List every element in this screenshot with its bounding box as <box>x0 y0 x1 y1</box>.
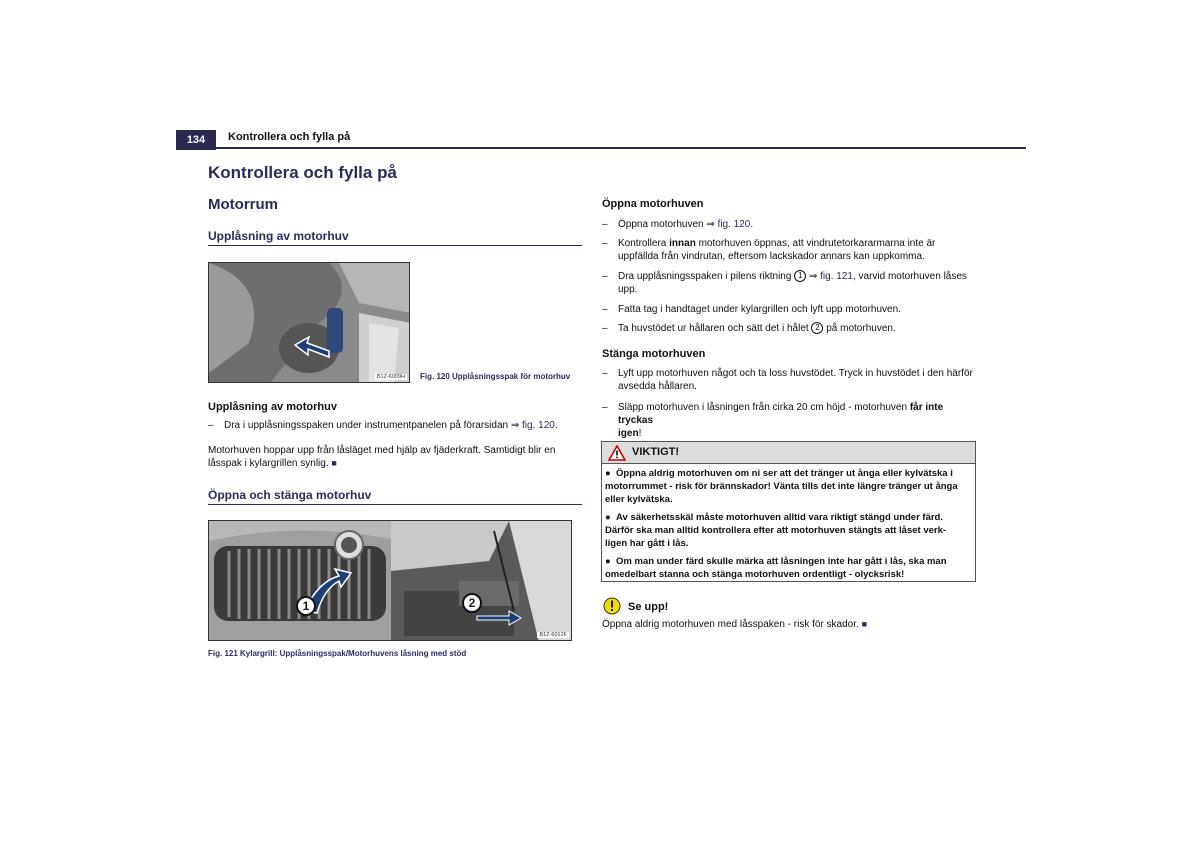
close-step-2 <box>602 401 976 440</box>
open-step-4: – Fatta tag i handtaget under kylargrillen och lyft upp motorhuven. <box>602 303 976 316</box>
figure-120-image <box>208 262 410 383</box>
open-step-3-pre: Dra upplåsningsspaken i pilens riktning <box>618 271 795 282</box>
open-step-3 <box>602 270 976 296</box>
warning-title: VIKTIGT! <box>632 446 680 458</box>
open-step-2-bold: innan <box>669 238 696 249</box>
warning-bullet-1: ● Öppna aldrig motorhuven om ni ser att det tränger ut ånga eller kylvätska i motorrummet - risk för brännskador! Vänta tills det inte längre tränger ut ånga eller kylvätska. <box>605 467 971 506</box>
left-paragraph <box>208 444 582 470</box>
running-header <box>176 128 1026 149</box>
left-paragraph-line-1: Motorhuven hoppar upp från låsläget med hjälp av fjäderkraft. Samtidigt blir en <box>208 445 556 456</box>
figure-120-code: B1Z-6009H <box>376 374 405 380</box>
warning-header <box>602 442 975 464</box>
caution-icon <box>603 597 621 615</box>
open-step-3-arrow: ⇒ <box>806 271 821 282</box>
warning-bullet-3: ● Om man under färd skulle märka att låsningen inte har gått i lås, ska man omedelbart stanna och stänga motorhuven ordentligt - olycksrisk! <box>605 555 971 581</box>
left-step-1-text: Dra i upplåsningsspaken under instrumentpanelen på förarsidan ⇒ <box>224 420 523 431</box>
end-of-section-mark: ■ <box>331 458 337 468</box>
close-step-2-bold-2: igen <box>618 428 639 439</box>
warning-bullet-1-line-1: Öppna aldrig motorhuven om ni ser att det tränger ut ånga eller kylvätska i <box>616 468 953 479</box>
chapter-title: Kontrollera och fylla på <box>208 163 397 182</box>
close-step-2-bold: får inte tryckas <box>618 402 944 426</box>
figure-120-caption: Fig. 120 Upplåsningsspak för motorhuv <box>420 372 571 381</box>
figure-121-callout-1: 1 <box>296 596 316 616</box>
fig-120-reference-link-2[interactable]: fig. 120 <box>717 219 751 230</box>
open-hood-heading: Öppna motorhuven <box>602 198 704 210</box>
left-step-1 <box>208 419 582 432</box>
open-step-1-end: . <box>750 219 754 230</box>
open-step-5-pre: Ta huvstödet ur hållaren och sätt det i hålet <box>618 323 812 334</box>
left-subheading: Upplåsning av motorhuv <box>208 401 337 413</box>
section-title: Motorrum <box>208 196 278 213</box>
left-paragraph-line-2: låsspak i kylargrillen synlig. <box>208 458 329 469</box>
page-number: 134 <box>176 130 216 150</box>
notice-text-body: Öppna aldrig motorhuven med låsspaken - risk för skador. <box>602 619 859 630</box>
hood-release-lever-illustration <box>209 263 410 383</box>
callout-2-marker: 2 <box>811 322 823 334</box>
open-step-2-post: motorhuven öppnas, att vindrutetorkararmarna inte är <box>695 238 936 249</box>
figure-121-callout-2: 2 <box>462 593 482 613</box>
warning-box <box>601 441 976 582</box>
warning-bullet-2: ● Av säkerhetsskäl måste motorhuven alltid vara riktigt stängd under färd. Därför ska man alltid kontrollera efter att motorhuven stängts att låset verk- ligen har gått i lås. <box>605 511 971 550</box>
open-step-1-text: Öppna motorhuven ⇒ <box>618 219 718 230</box>
left-step-1-end: . <box>554 420 558 431</box>
open-step-5 <box>602 322 976 335</box>
figure-121-image <box>208 520 572 641</box>
warning-bullet-2-line-1: Av säkerhetsskäl måste motorhuven alltid vara riktigt stängd under färd. <box>616 512 944 523</box>
close-hood-heading: Stänga motorhuven <box>602 348 706 360</box>
close-step-2-end: ! <box>638 428 642 439</box>
open-step-2-line-2: uppfällda från vindrutan, eftersom lackskador annars kan uppkomma. <box>618 251 925 262</box>
open-step-1 <box>602 218 976 231</box>
subsection-title-oppna-stanga: Öppna och stänga motorhuv <box>208 488 582 505</box>
notice-title: Se upp! <box>628 601 669 613</box>
warning-bullet-3-line-2: omedelbart stanna och stänga motorhuven ordentligt - olycksrisk! <box>605 569 905 580</box>
fig-120-reference-link[interactable]: fig. 120 <box>522 420 555 431</box>
open-step-2-pre: Kontrollera <box>618 238 670 249</box>
running-header-title: Kontrollera och fylla på <box>228 131 351 143</box>
fig-121-reference-link[interactable]: fig. 121 <box>820 271 853 282</box>
callout-1-marker: 1 <box>794 270 806 282</box>
warning-bullet-2-line-3: ligen har gått i lås. <box>605 538 689 549</box>
close-step-1-line-2: avsedda hållaren. <box>618 381 697 392</box>
warning-bullet-2-line-2: Därför ska man alltid kontrollera efter att motorhuven stängts att låset verk- <box>605 525 947 536</box>
warning-bullet-1-line-2: motorrummet - risk för brännskador! Vänta tills det inte längre tränger ut ånga <box>605 481 958 492</box>
close-step-1-line-1: – Lyft upp motorhuven något och ta loss huvstödet. Tryck in huvstödet i den härför <box>618 368 973 379</box>
figure-121-caption: Fig. 121 Kylargrill: Upplåsningsspak/Motorhuvens låsning med stöd <box>208 649 467 658</box>
open-step-3-line-2: upp. <box>618 284 638 295</box>
notice-text <box>602 618 976 631</box>
close-step-2-pre: Släpp motorhuven i låsningen från cirka 20 cm höjd - motorhuven <box>618 402 910 413</box>
open-step-3-post: , varvid motorhuven låses <box>852 271 967 282</box>
grille-and-hood-support-illustration <box>209 521 572 641</box>
warning-bullet-3-line-1: Om man under färd skulle märka att låsningen inte har gått i lås, ska man <box>616 556 947 567</box>
close-step-1 <box>602 367 976 393</box>
subsection-title-upplasning: Upplåsning av motorhuv <box>208 229 582 246</box>
notice-end-mark: ■ <box>861 619 868 629</box>
figure-121-code: B1Z-6012F <box>539 632 567 638</box>
open-step-5-post: på motorhuven. <box>823 323 896 334</box>
warning-triangle-icon <box>608 445 626 461</box>
warning-bullet-1-line-3: eller kylvätska. <box>605 494 673 505</box>
open-step-2 <box>602 237 976 263</box>
